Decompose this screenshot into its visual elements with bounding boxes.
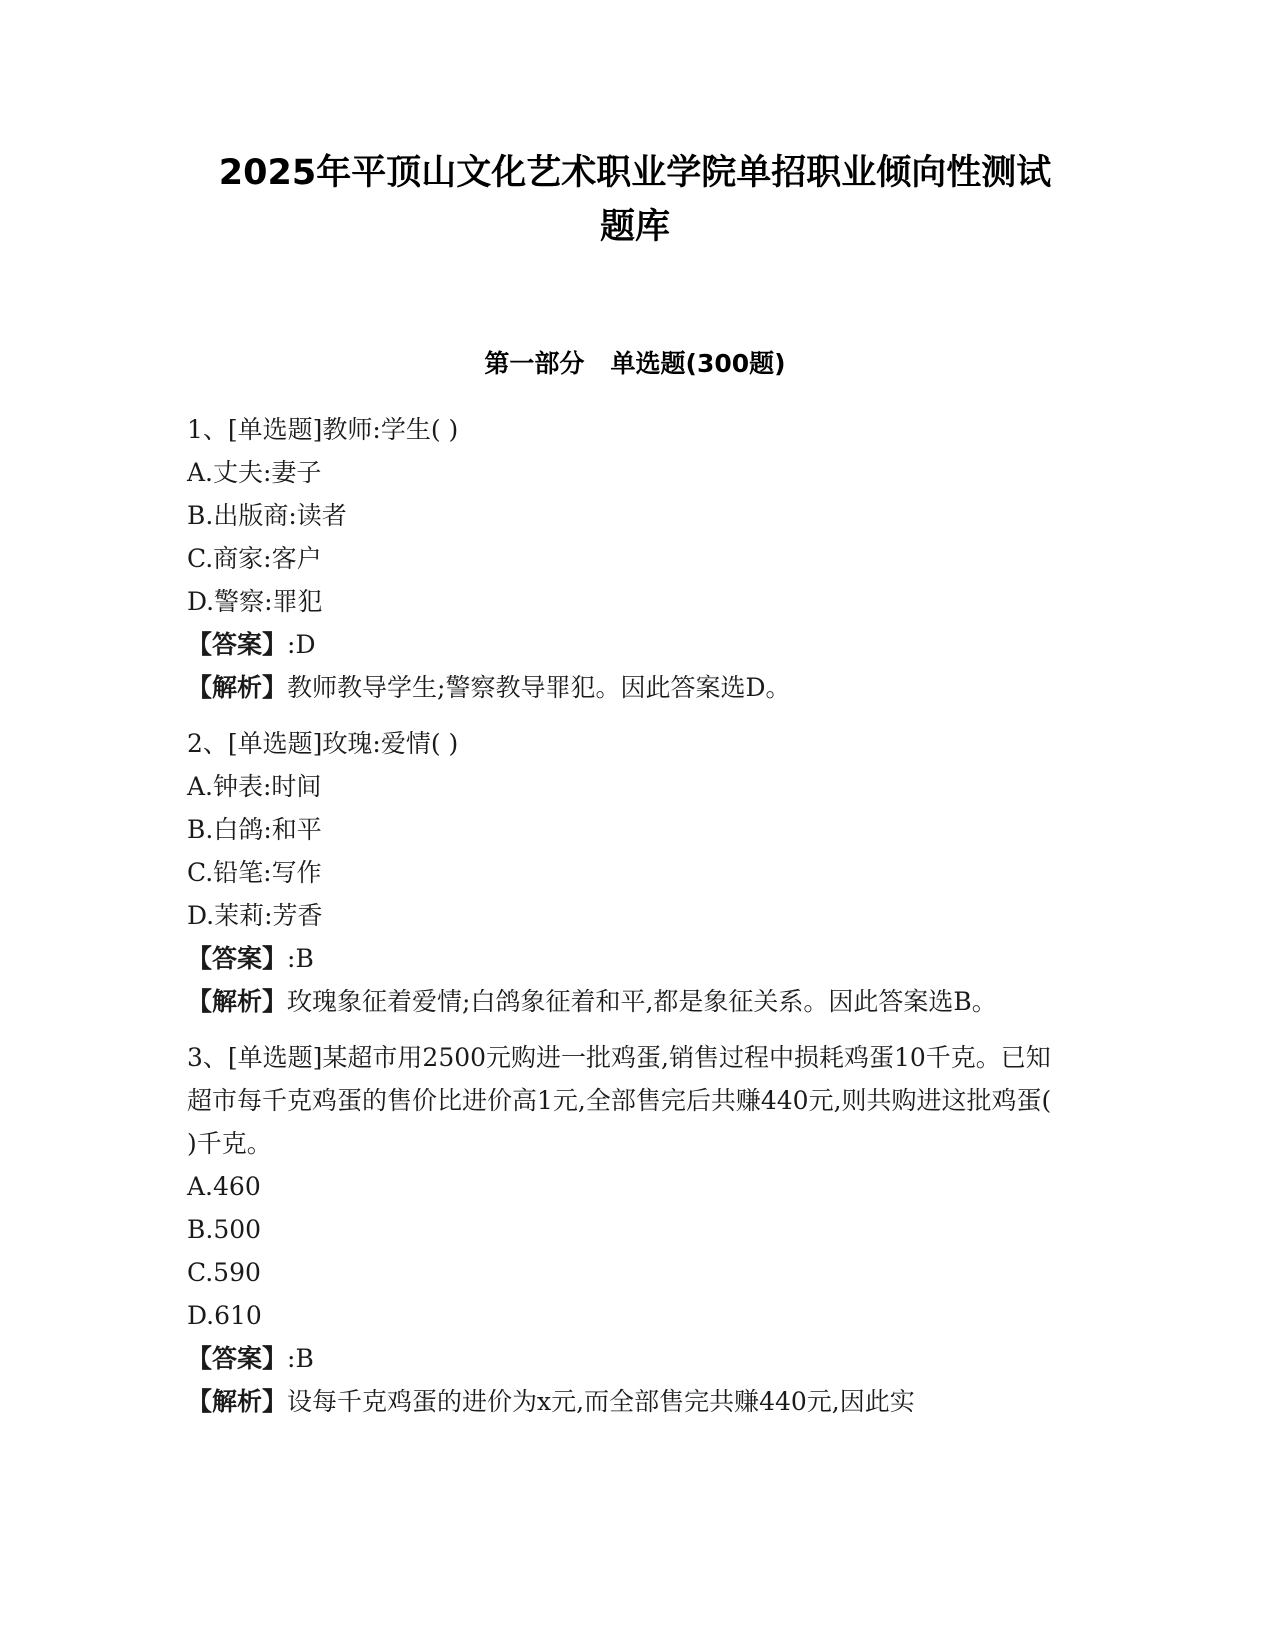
question-option: B.白鸽:和平 [187,815,322,844]
question-option: C.铅笔:写作 [187,858,322,887]
question-option: B.出版商:读者 [187,501,347,530]
analysis-line [187,980,1067,1023]
question-option: B.500 [187,1215,262,1244]
answer-label: 【答案】 [187,944,288,973]
question-option: C.590 [187,1258,261,1287]
analysis-text: 玫瑰象征着爱情;白鸽象征着和平,都是象征关系。因此答案选B。 [287,987,997,1016]
question-option: A.460 [187,1172,261,1201]
answer-label: 【答案】 [187,630,288,659]
question-list [187,408,1067,1436]
question-stem: 1、[单选题]教师:学生( ) [187,415,459,444]
document-title-line-1: 2025年平顶山文化艺术职业学院单招职业倾向性测试 [218,153,1052,193]
analysis-line [187,1380,1067,1423]
answer-line [187,623,1067,666]
analysis-text: 教师教导学生;警察教导罪犯。因此答案选D。 [287,673,791,702]
question-stem: 3、[单选题]某超市用2500元购进一批鸡蛋,销售过程中损耗鸡蛋10千克。已知超市每千克鸡蛋的售价比进价高1元,全部售完后共赚440元,则共购进这批鸡蛋( )千克。 [187,1043,1052,1158]
question-option: C.商家:客户 [187,544,322,573]
question-option: A.丈夫:妻子 [187,458,322,487]
answer-line [187,1337,1067,1380]
answer-label: 【答案】 [187,1344,288,1373]
document-title [180,146,1090,254]
question-option: D.茉莉:芳香 [187,901,323,930]
answer-value: :B [287,1344,314,1373]
analysis-label: 【解析】 [187,1387,288,1416]
section-heading: 第一部分 单选题(300题) [484,349,786,378]
answer-value: :B [287,944,314,973]
question-option: D.610 [187,1301,262,1330]
analysis-line [187,666,1067,709]
analysis-label: 【解析】 [187,673,288,702]
question-item [187,1036,1067,1423]
analysis-label: 【解析】 [187,987,288,1016]
answer-line [187,937,1067,980]
question-item [187,722,1067,1023]
question-item [187,408,1067,709]
document-title-line-2: 题库 [599,207,670,247]
question-option: A.钟表:时间 [187,772,322,801]
question-stem: 2、[单选题]玫瑰:爱情( ) [187,729,459,758]
answer-value: :D [287,630,316,659]
analysis-text: 设每千克鸡蛋的进价为x元,而全部售完共赚440元,因此实 [287,1387,915,1416]
question-option: D.警察:罪犯 [187,587,323,616]
